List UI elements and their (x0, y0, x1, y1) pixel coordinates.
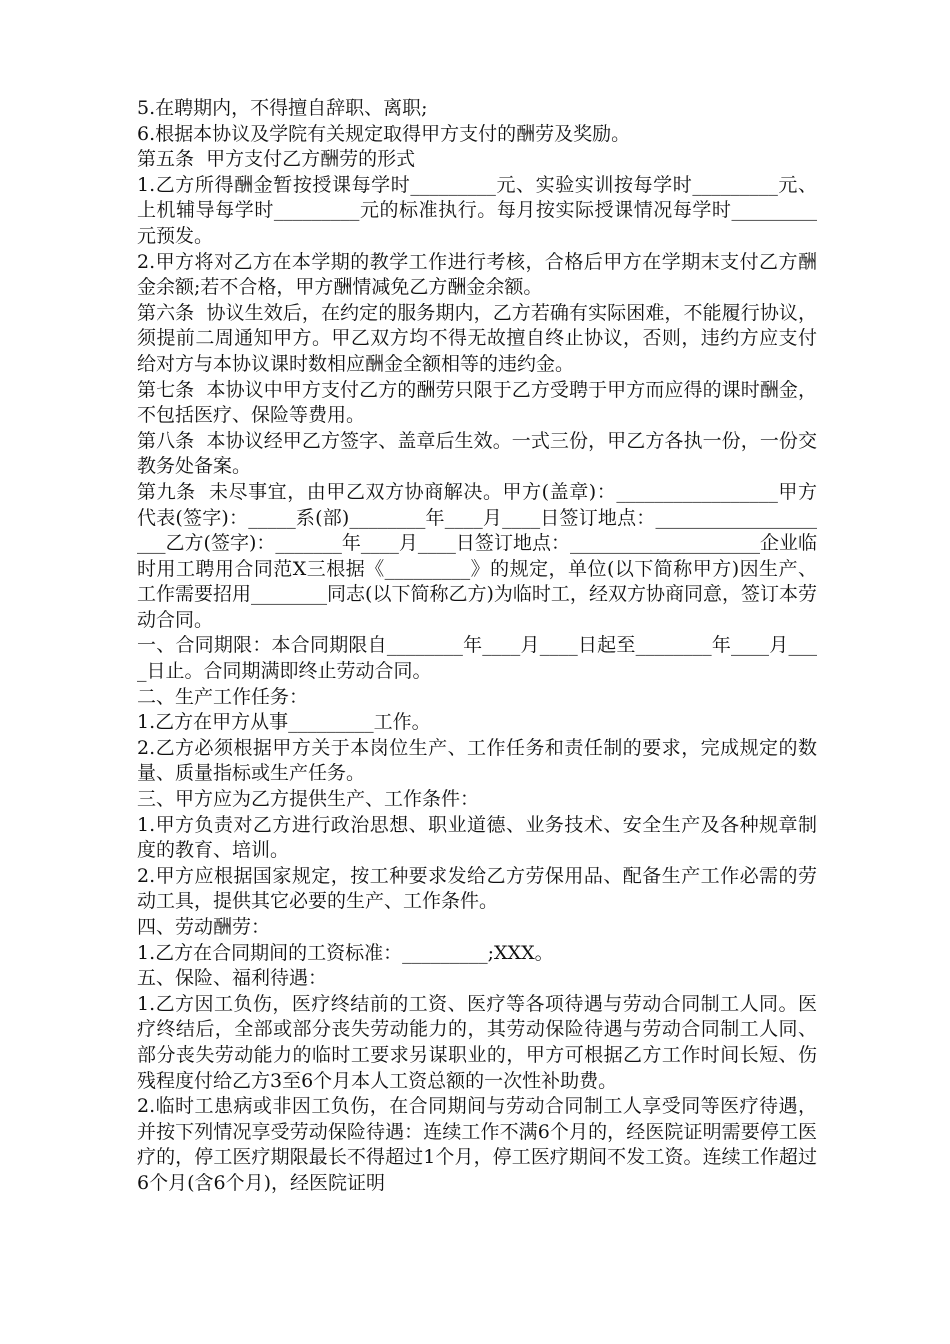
paragraph-contract-term: 一、合同期限：本合同期限自________年____月____日起至________年____月____日止。合同期满即终止劳动合同。 (137, 634, 817, 683)
paragraph-insurance-item-2: 2.临时工患病或非因工负伤，在合同期间与劳动合同制工人享受同等医疗待遇，并按下列情况享受劳动保险待遇：连续工作不满6个月的，经医院证明需要停工医疗的，停工医疗期限最长不得超过1个月，停工医疗期间不发工资。连续工作超过6个月(含6个月)，经医院证明 (137, 1095, 817, 1194)
paragraph-work-conditions-item-1: 1.甲方负责对乙方进行政治思想、职业道德、业务技术、安全生产及各种规章制度的教育、培训。 (137, 813, 817, 862)
paragraph-clause-5-item-2: 2.甲方将对乙方在本学期的教学工作进行考核，合格后甲方在学期末支付乙方酬金余额;若不合格，甲方酬情减免乙方酬金余额。 (137, 250, 817, 299)
paragraph-work-tasks-item-1: 1.乙方在甲方从事_________工作。 (137, 711, 431, 734)
paragraph-clause-4-item-6: 6.根据本协议及学院有关规定取得甲方支付的酬劳及奖励。 (137, 122, 631, 145)
paragraph-clause-4-item-5: 5.在聘期内，不得擅自辞职、离职; (137, 97, 428, 119)
heading-remuneration: 四、劳动酬劳： (137, 916, 271, 938)
paragraph-clause-9-and-contract-intro: 第九条 未尽事宜，由甲乙双方协商解决。甲方(盖章)：_________________甲方代表(签字)：_____系(部)________年____月____日签订地点：____________________乙方(签字)：_______年____月____日签订地点：____________________企业临时用工聘用合同范X三根据《_________》的规定，单位(以下简称甲方)因生产、工作需要招用________同志(以下简称乙方)为临时工，经双方协商同意，签订本劳动合同。 (137, 480, 817, 631)
paragraph-work-conditions-item-2: 2.甲方应根据国家规定，按工种要求发给乙方劳保用品、配备生产工作必需的劳动工具，提供其它必要的生产、工作条件。 (137, 864, 817, 913)
heading-clause-5: 第五条 甲方支付乙方酬劳的形式 (137, 148, 416, 171)
paragraph-clause-6: 第六条 协议生效后，在约定的服务期内，乙方若确有实际困难，不能履行协议，须提前二周通知甲方。甲乙双方均不得无故擅自终止协议，否则，违约方应支付给对方与本协议课时数相应酬金全额相等的违约金。 (137, 301, 817, 375)
paragraph-work-tasks-item-2: 2.乙方必须根据甲方关于本岗位生产、工作任务和责任制的要求，完成规定的数量、质量指标或生产任务。 (137, 736, 817, 785)
paragraph-clause-5-item-1: 1.乙方所得酬金暂按授课每学时_________元、实验实训按每学时_________元、上机辅导每学时_________元的标准执行。每月按实际授课情况每学时_________元预发。 (137, 173, 817, 247)
paragraph-remuneration-item-1: 1.乙方在合同期间的工资标准：_________;XXX。 (137, 941, 554, 964)
paragraph-clause-8: 第八条 本协议经甲乙方签字、盖章后生效。一式三份，甲乙方各执一份，一份交教务处备案。 (137, 429, 817, 478)
paragraph-insurance-item-1: 1.乙方因工负伤，医疗终结前的工资、医疗等各项待遇与劳动合同制工人同。医疗终结后，全部或部分丧失劳动能力的，其劳动保险待遇与劳动合同制工人同、部分丧失劳动能力的临时工要求另谋职业的，甲方可根据乙方工作时间长短、伤残程度付给乙方3至6个月本人工资总额的一次性补助费。 (137, 992, 817, 1092)
document-page (137, 96, 817, 1197)
paragraph-clause-7: 第七条 本协议中甲方支付乙方的酬劳只限于乙方受聘于甲方而应得的课时酬金，不包括医疗、保险等费用。 (137, 378, 817, 427)
heading-work-conditions: 三、甲方应为乙方提供生产、工作条件： (137, 788, 480, 811)
heading-insurance-welfare: 五、保险、福利待遇： (137, 967, 328, 990)
heading-work-tasks: 二、生产工作任务： (137, 685, 309, 708)
